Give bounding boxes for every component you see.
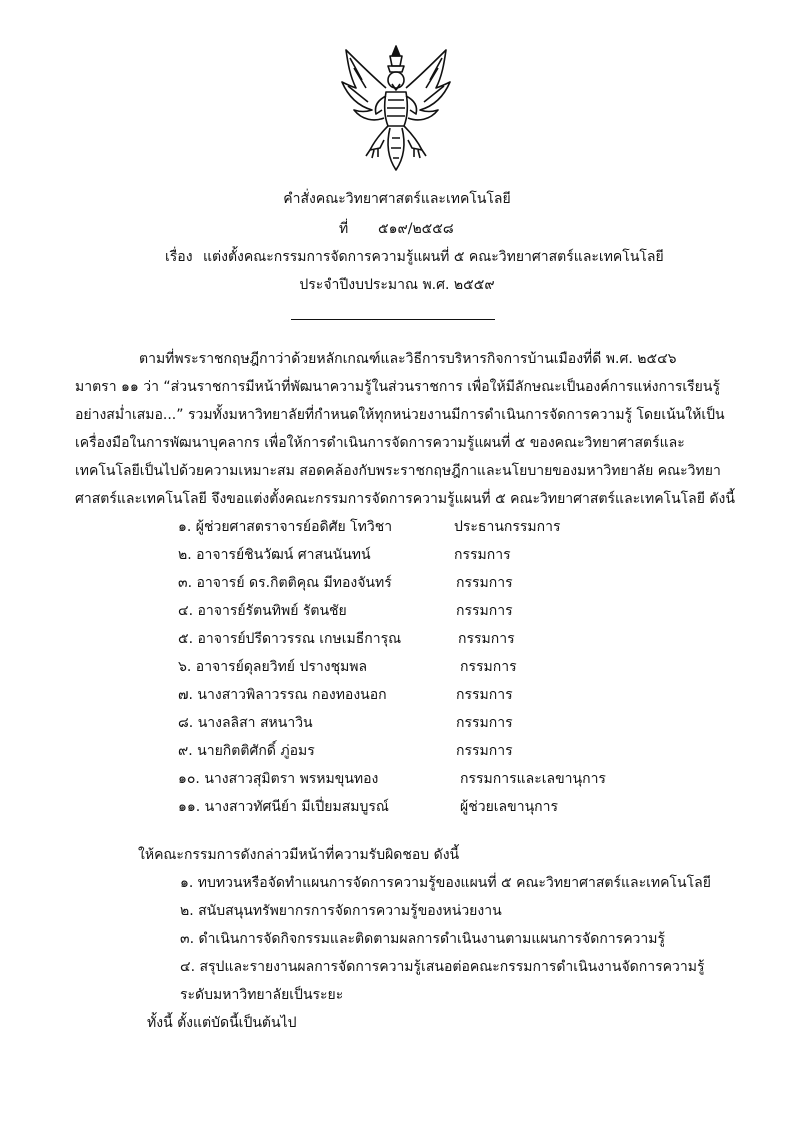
member-name: ๒. อาจารย์ชินวัฒน์ ศาสนนันทน์ xyxy=(178,547,371,563)
member-name: ๘. นางลลิสา สหนาวิน xyxy=(178,715,313,731)
duty-item: ๑. ทบทวนหรือจัดทำแผนการจัดการความรู้ของแผนที่ ๕ คณะวิทยาศาสตร์และเทคโนโลยี xyxy=(180,875,711,891)
committee-member xyxy=(0,769,794,789)
committee-member xyxy=(0,629,794,649)
order-number-label: ที่ xyxy=(339,221,349,237)
committee-member xyxy=(0,797,794,817)
closing-line: ทั้งนี้ ตั้งแต่บัดนี้เป็นต้นไป xyxy=(147,1015,297,1031)
member-name: ๙. นายกิตติศักดิ์ ภู่อมร xyxy=(178,743,315,759)
committee-member xyxy=(0,657,794,677)
duty-item: ๒. สนับสนุนทรัพยากรการจัดการความรู้ของหน่วยงาน xyxy=(180,903,502,919)
member-name: ๔. อาจารย์รัตนทิพย์ รัตนชัย xyxy=(178,603,347,619)
member-role: ผู้ช่วยเลขานุการ xyxy=(460,799,558,815)
subject-label: เรื่อง xyxy=(165,249,193,265)
garuda-emblem-icon xyxy=(340,44,452,174)
member-role: กรรมการ xyxy=(460,659,517,675)
fiscal-year: ประจำปีงบประมาณ พ.ศ. ๒๕๕๙ xyxy=(299,277,495,293)
member-role: กรรมการ xyxy=(456,715,513,731)
member-name: ๑๑. นางสาวทัศนีย์า มีเปี่ยมสมบูรณ์ xyxy=(178,799,389,815)
subject-text: แต่งตั้งคณะกรรมการจัดการความรู้แผนที่ ๕ คณะวิทยาศาสตร์และเทคโนโลยี xyxy=(203,249,664,265)
body-line: ศาสตร์และเทคโนโลยี จึงขอแต่งตั้งคณะกรรมการจัดการความรู้แผนที่ ๕ คณะวิทยาศาสตร์และเทคโนโลยี ดังนี้ xyxy=(75,491,735,507)
body-line: อย่างสม่ำเสมอ...” รวมทั้งมหาวิทยาลัยที่กำหนดให้ทุกหน่วยงานมีการดำเนินการจัดการความรู้ โดยเน้นให้เป็น xyxy=(75,407,725,423)
body-line: มาตรา ๑๑ ว่า “ส่วนราชการมีหน้าที่พัฒนาความรู้ในส่วนราชการ เพื่อให้มีลักษณะเป็นองค์การแห่งการเรียนรู้ xyxy=(75,379,720,395)
committee-member xyxy=(0,601,794,621)
member-role: กรรมการ xyxy=(454,547,511,563)
order-number: ๕๑๙/๒๕๕๘ xyxy=(378,221,454,237)
committee-member xyxy=(0,713,794,733)
committee-member xyxy=(0,573,794,593)
member-role: กรรมการ xyxy=(456,743,513,759)
member-name: ๖. อาจารย์ดุลยวิทย์ ปรางชุมพล xyxy=(178,659,368,675)
duty-item: ๔. สรุปและรายงานผลการจัดการความรู้เสนอต่อคณะกรรมการดำเนินงานจัดการความรู้ xyxy=(180,959,705,975)
member-role: ประธานกรรมการ xyxy=(454,519,561,535)
body-line: เทคโนโลยีเป็นไปด้วยความเหมาะสม สอดคล้องกับพระราชกฤษฎีกาและนโยบายของมหาวิทยาลัย คณะวิทยา xyxy=(75,463,721,479)
member-name: ๑. ผู้ช่วยศาสตราจารย์อดิศัย โทวิชา xyxy=(178,519,393,535)
member-role: กรรมการ xyxy=(456,687,513,703)
committee-member xyxy=(0,517,794,537)
body-line: ตามที่พระราชกฤษฎีกาว่าด้วยหลักเกณฑ์และวิธีการบริหารกิจการบ้านเมืองที่ดี พ.ศ. ๒๕๔๖ xyxy=(139,351,677,367)
member-name: ๓. อาจารย์ ดร.กิตติคุณ มีทองจันทร์ xyxy=(178,575,392,591)
member-role: กรรมการ xyxy=(458,631,515,647)
member-name: ๑๐. นางสาวสุมิตรา พรหมขุนทอง xyxy=(178,771,379,787)
duty-item: ๓. ดำเนินการจัดกิจกรรมและติดตามผลการดำเนินงานตามแผนการจัดการความรู้ xyxy=(180,931,666,947)
committee-member xyxy=(0,545,794,565)
header-divider xyxy=(291,319,495,320)
member-role: กรรมการและเลขานุการ xyxy=(460,771,606,787)
member-name: ๕. อาจารย์ปรีดาวรรณ เกษเมธีการุณ xyxy=(178,631,402,647)
duties-intro: ให้คณะกรรมการดังกล่าวมีหน้าที่ความรับผิดชอบ ดังนี้ xyxy=(138,847,460,863)
member-role: กรรมการ xyxy=(456,575,513,591)
committee-member xyxy=(0,685,794,705)
duty-item-continuation: ระดับมหาวิทยาลัยเป็นระยะ xyxy=(180,987,344,1003)
member-name: ๗. นางสาวพิลาวรรณ กองทองนอก xyxy=(178,687,387,703)
body-line: เครื่องมือในการพัฒนาบุคลากร เพื่อให้การดำเนินการจัดการความรู้แผนที่ ๕ ของคณะวิทยาศาสตร์และ xyxy=(75,435,685,451)
order-title: คำสั่งคณะวิทยาศาสตร์และเทคโนโลยี xyxy=(283,191,511,207)
committee-member xyxy=(0,741,794,761)
member-role: กรรมการ xyxy=(456,603,513,619)
